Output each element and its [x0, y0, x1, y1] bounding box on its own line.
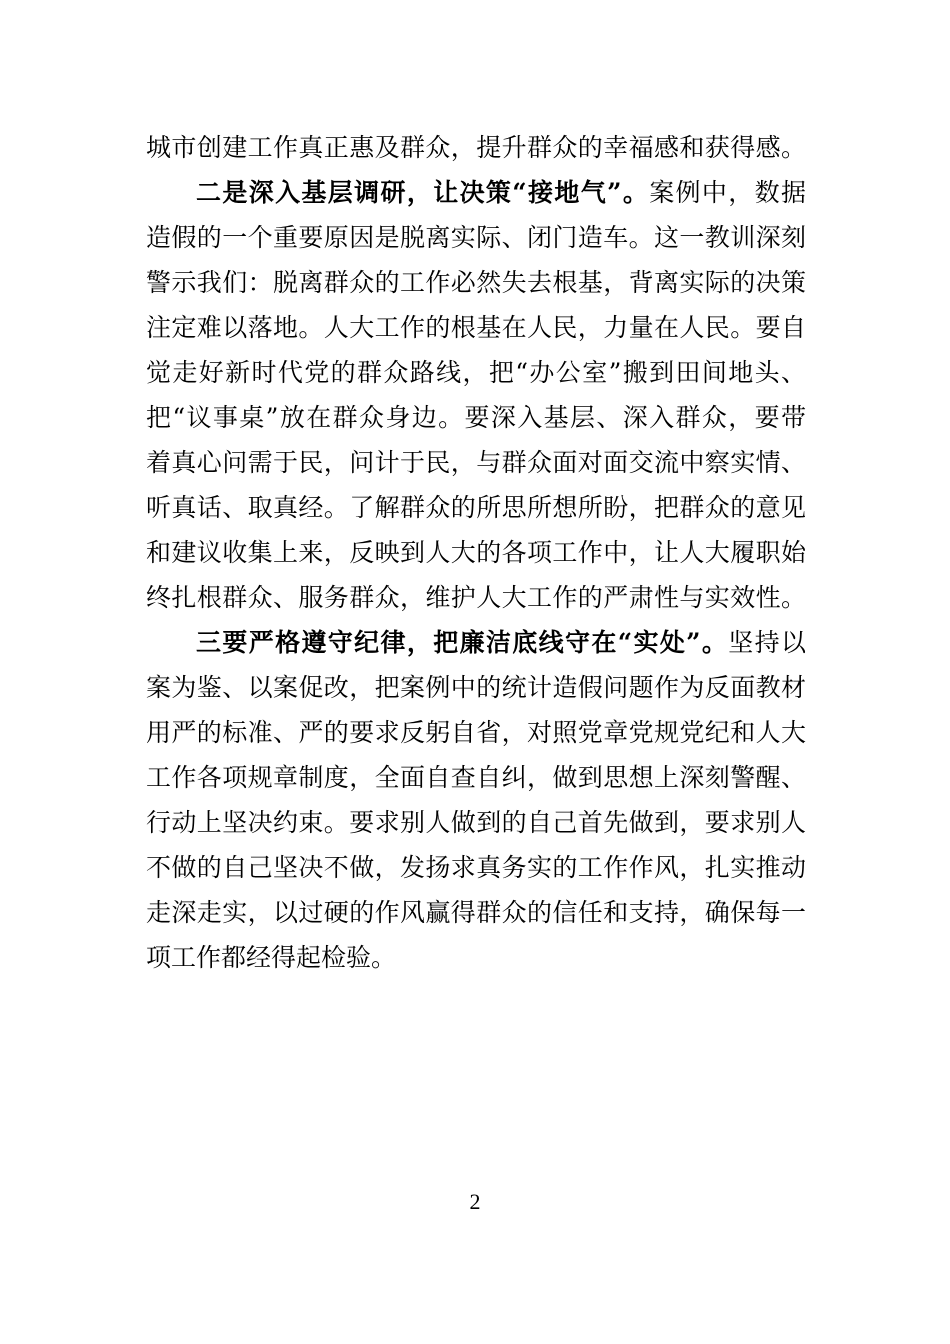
text-line: [146, 846, 806, 890]
text-line: [146, 891, 806, 935]
line-text: 不做的自己坚决不做，发扬求真务实的工作作风，扎实推动: [146, 853, 806, 882]
text-line: [146, 216, 806, 260]
line-text: 案为鉴、以案促改，把案例中的统计造假问题作为反面教材: [146, 673, 806, 702]
text-line: [146, 306, 806, 350]
text-line: [146, 351, 806, 395]
paragraph-heading: 三要严格遵守纪律，把廉洁底线守在“实处”。: [196, 628, 729, 657]
paragraph-heading-line: [196, 171, 806, 215]
text-line: [146, 756, 806, 800]
text-line: [146, 666, 806, 710]
paragraph-heading-line: [196, 621, 806, 665]
text-line: [146, 576, 806, 620]
line-text: 注定难以落地。人大工作的根基在人民，力量在人民。要自: [146, 313, 806, 342]
text-line: [146, 441, 806, 485]
line-text: 用严的标准、严的要求反躬自省，对照党章党规党纪和人大: [146, 718, 806, 747]
line-text: 把“议事桌”放在群众身边。要深入基层、深入群众，要带: [146, 403, 806, 432]
line-text: 项工作都经得起检验。: [146, 943, 397, 972]
text-line: [146, 711, 806, 755]
line-text: 和建议收集上来，反映到人大的各项工作中，让人大履职始: [146, 538, 806, 567]
page-number: 2: [469, 1189, 481, 1214]
text-line: [146, 396, 806, 440]
text-line: [146, 801, 806, 845]
text-line: [146, 936, 806, 980]
line-text: 坚持以: [728, 628, 806, 657]
line-text: 走深走实，以过硬的作风赢得群众的信任和支持，确保每一: [146, 898, 806, 927]
line-text: 工作各项规章制度，全面自查自纠，做到思想上深刻警醒、: [146, 763, 806, 792]
line-text: 听真话、取真经。了解群众的所思所想所盼，把群众的意见: [146, 493, 806, 522]
line-text: 案例中，数据: [649, 178, 806, 207]
text-line: [146, 486, 806, 530]
line-text: 造假的一个重要原因是脱离实际、闭门造车。这一教训深刻: [146, 223, 806, 252]
text-line: [146, 261, 806, 305]
line-text: 终扎根群众、服务群众，维护人大工作的严肃性与实效性。: [146, 583, 806, 612]
line-text: 警示我们：脱离群众的工作必然失去根基，背离实际的决策: [146, 268, 806, 297]
text-line: [146, 126, 806, 170]
paragraph-heading: 二是深入基层调研，让决策“接地气”。: [196, 178, 650, 207]
text-line: [146, 531, 806, 575]
line-text: 行动上坚决约束。要求别人做到的自己首先做到，要求别人: [146, 808, 806, 837]
line-text: 城市创建工作真正惠及群众，提升群众的幸福感和获得感。: [146, 133, 806, 162]
line-text: 觉走好新时代党的群众路线，把“办公室”搬到田间地头、: [146, 358, 806, 387]
line-text: 着真心问需于民，问计于民，与群众面对面交流中察实情、: [146, 448, 806, 477]
